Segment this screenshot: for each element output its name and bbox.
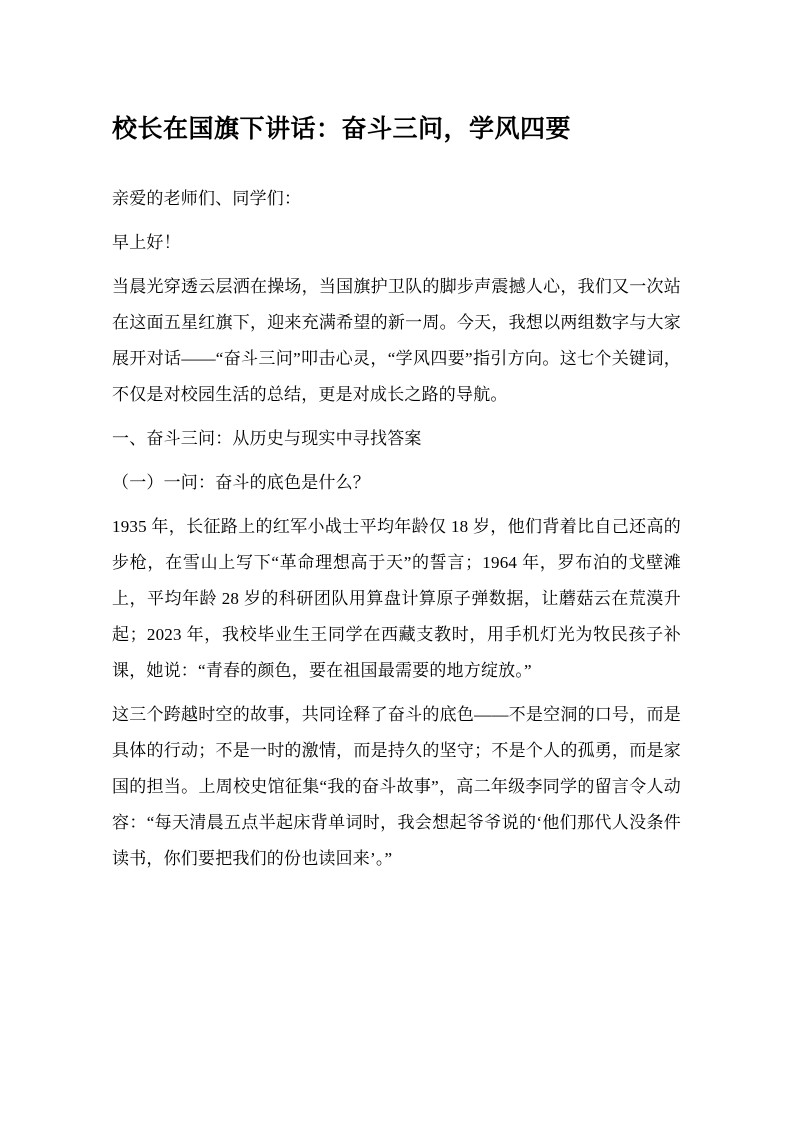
paragraph-reflection: 这三个跨越时空的故事，共同诠释了奋斗的底色——不是空洞的口号，而是具体的行动；不是一时的激情，而是持久的坚守；不是个人的孤勇，而是家国的担当。上周校史馆征集“我的奋斗故事”，高二年级李同学的留言令人动容：“每天清晨五点半起床背单词时，我会想起爷爷说的‘他们那代人没条件读书，你们要把我们的份也读回来’。” bbox=[112, 705, 681, 868]
paragraph-subsection-heading-1: （一）一问：奋斗的底色是什么？ bbox=[112, 473, 370, 492]
paragraph-salutation: 亲爱的老师们、同学们： bbox=[112, 189, 302, 208]
paragraph-greeting: 早上好！ bbox=[112, 233, 181, 252]
paragraph-section-heading-1: 一、奋斗三问：从历史与现实中寻找答案 bbox=[112, 429, 422, 448]
page-title: 校长在国旗下讲话：奋斗三问，学风四要 bbox=[112, 115, 572, 143]
paragraph-history-stories: 1935 年，长征路上的红军小战士平均年龄仅 18 岁，他们背着比自己还高的步枪，在雪山上写下“革命理想高于天”的誓言；1964 年，罗布泊的戈壁滩上，平均年龄 28 岁的科研团队用算盘计算原子弹数据，让蘑菇云在荒漠升起；2023 年，我校毕业生王同学在西藏支教时，用手机灯光为牧民孩子补课，她说：“青春的颜色，要在祖国最需要的地方绽放。” bbox=[112, 517, 681, 680]
paragraph-opening: 当晨光穿透云层洒在操场，当国旗护卫队的脚步声震撼人心，我们又一次站在这面五星红旗下，迎来充满希望的新一周。今天，我想以两组数字与大家展开对话——“奋斗三问”叩击心灵，“学风四要”指引方向。这七个关键词，不仅是对校园生活的总结，更是对成长之路的导航。 bbox=[112, 277, 681, 404]
